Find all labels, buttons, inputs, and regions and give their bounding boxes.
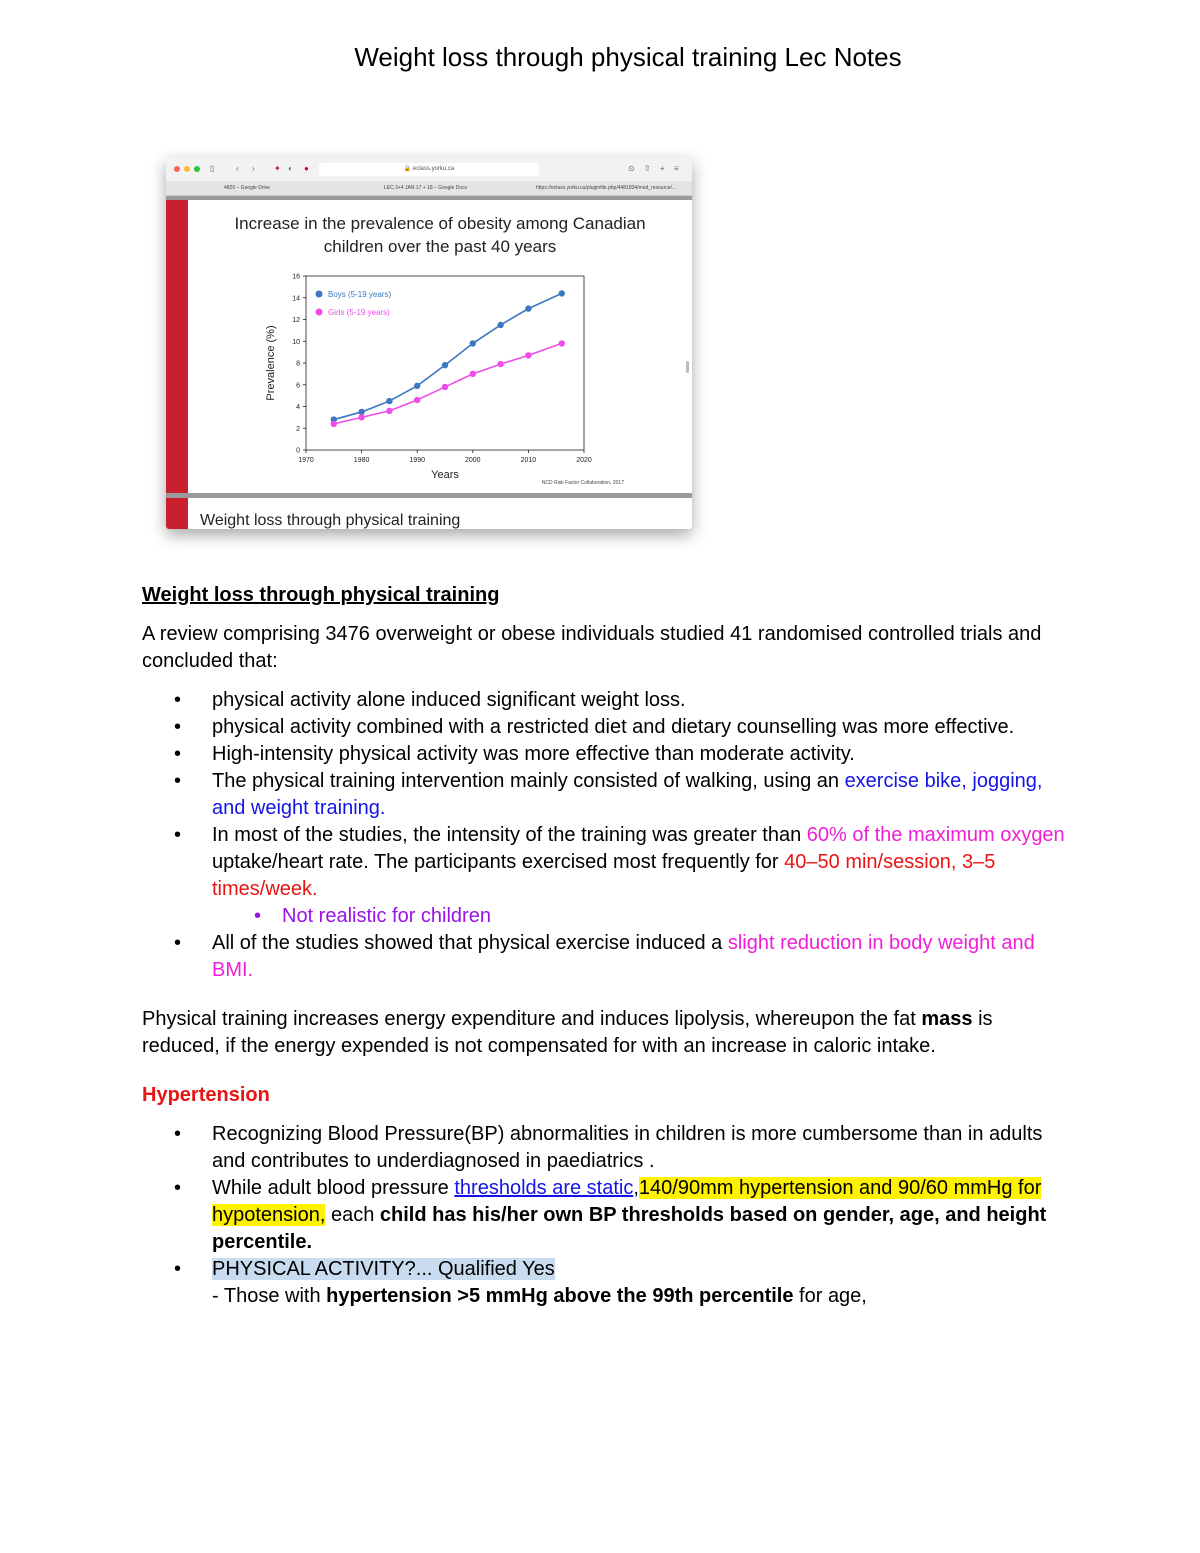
finding-text: High-intensity physical activity was more effective than moderate activity. xyxy=(212,743,855,765)
data-point-boys xyxy=(414,383,420,389)
y-tick-label: 8 xyxy=(296,360,300,368)
data-point-boys xyxy=(559,290,565,296)
hypertension-text: While adult blood pressure xyxy=(212,1177,455,1199)
data-point-girls xyxy=(386,408,392,414)
list-item xyxy=(142,741,1072,768)
bullet-icon: • xyxy=(174,824,182,846)
section-heading-weight-loss: Weight loss through physical training xyxy=(142,584,500,606)
child-thresholds-text: child has his/her own BP thresholds based on gender, age, and height percentile. xyxy=(212,1204,1047,1253)
bullet-icon: • xyxy=(174,743,182,765)
frequency-text: 40–50 min/session, 3–5 times/week. xyxy=(212,851,996,900)
sidebar-icon: ▯ xyxy=(210,164,215,173)
bullet-icon: • xyxy=(174,716,182,738)
browser-toolbar xyxy=(166,157,692,181)
y-tick-label: 0 xyxy=(296,447,300,455)
forward-icon: › xyxy=(252,164,255,173)
slide-title-line-2: children over the past 40 years xyxy=(323,237,557,256)
bullet-icon: • xyxy=(174,932,182,954)
tab-overview-icon: ≡ xyxy=(674,164,679,173)
finding-text: uptake/heart rate. The participants exercised most frequently for xyxy=(212,851,785,873)
list-item xyxy=(142,687,1072,714)
review-intro: A review comprising 3476 overweight or obese individuals studied 41 randomised controlled trials and concluded that: xyxy=(142,623,1042,672)
obesity-prevalence-chart xyxy=(226,264,626,490)
slide-title xyxy=(188,212,692,258)
legend-marker xyxy=(316,291,323,298)
thresholds-link[interactable]: thresholds are static xyxy=(454,1177,634,1199)
exercise-types-text: exercise bike, jogging, and weight training. xyxy=(212,770,1043,819)
data-point-girls xyxy=(414,397,420,403)
minimize-window-icon xyxy=(184,166,190,172)
paragraph-text: is reduced, if the energy expended is not compensated for with an increase in caloric intake. xyxy=(142,1008,993,1057)
address-bar: 🔒 eclass.yorku.ca xyxy=(319,163,539,176)
hypertension-text: - Those with xyxy=(212,1285,327,1307)
chart-source: NCD Risk Factor Collaboration, 2017 xyxy=(541,480,624,486)
x-tick-label: 1980 xyxy=(353,457,370,464)
hypertension-bold-text: hypertension >5 mmHg above the 99th percentile xyxy=(326,1285,794,1307)
hypertension-text: , xyxy=(633,1177,639,1199)
data-point-boys xyxy=(470,340,476,346)
notes-body xyxy=(142,582,1072,1332)
bullet-icon: • xyxy=(174,1258,182,1280)
slide-divider-bottom xyxy=(166,493,692,498)
y-axis-label: Prevalence (%) xyxy=(265,325,277,401)
y-tick-label: 16 xyxy=(292,273,300,281)
hypertension-list xyxy=(142,1121,1072,1310)
list-item xyxy=(142,1256,1072,1310)
slide-title-line-1: Increase in the prevalence of obesity among Canadian xyxy=(234,214,646,233)
tab-eclass-pdf: https://eclass.yorku.ca/pluginfile.php/4481834/mod_resource/... xyxy=(536,185,677,191)
y-tick-label: 10 xyxy=(292,338,300,346)
data-point-boys xyxy=(442,362,448,368)
extension-icon: ✦ xyxy=(274,164,281,173)
lipolysis-paragraph xyxy=(142,1006,1072,1060)
sub-note-text: Not realistic for children xyxy=(282,905,491,927)
notification-icon: ● xyxy=(304,164,309,173)
finding-text: In most of the studies, the intensity of the training was greater than xyxy=(212,824,807,846)
list-item xyxy=(142,930,1072,984)
highlighted-thresholds: 140/90mm hypertension and 90/60 mmHg for hypotension, xyxy=(212,1177,1042,1226)
slide-accent-strip xyxy=(166,196,188,529)
y-tick-label: 12 xyxy=(292,317,300,324)
back-icon: ‹ xyxy=(236,164,239,173)
data-point-girls xyxy=(470,371,476,377)
review-findings-list xyxy=(142,687,1072,984)
y-tick-label: 2 xyxy=(296,425,300,433)
finding-text: The physical training intervention mainly consisted of walking, using an xyxy=(212,770,845,792)
hypertension-text: each xyxy=(325,1204,380,1226)
next-slide-title: Weight loss through physical training xyxy=(200,512,461,529)
data-point-boys xyxy=(497,322,503,328)
list-item xyxy=(142,822,1072,930)
bullet-icon: • xyxy=(174,1123,182,1145)
legend-marker xyxy=(316,309,323,316)
url-text: eclass.yorku.ca xyxy=(412,166,455,172)
tab-google-drive: 4820 – Google Drive xyxy=(224,185,270,191)
x-tick-label: 2020 xyxy=(576,457,592,464)
shield-icon: ◐ xyxy=(288,164,293,173)
data-point-boys xyxy=(525,305,531,311)
x-tick-label: 2010 xyxy=(520,457,537,464)
list-item xyxy=(142,1175,1072,1256)
download-icon: ⊙ xyxy=(628,164,635,173)
close-window-icon xyxy=(174,166,180,172)
tab-google-docs: LEC 3+4 JAN 17 + 18 – Google Docs xyxy=(384,185,468,191)
slide-divider-top xyxy=(166,196,692,200)
document-title: Weight loss through physical training Lec Notes xyxy=(354,42,902,72)
data-point-girls xyxy=(358,414,364,420)
list-item xyxy=(142,1121,1072,1175)
scrollbar-handle xyxy=(686,361,689,373)
hypertension-text: Recognizing Blood Pressure(BP) abnormalities in children is more cumbersome than in adults and contributes to underdiagnosed in paediatrics . xyxy=(212,1123,1043,1172)
hypertension-text: for age, xyxy=(793,1285,867,1307)
bullet-icon: • xyxy=(174,689,182,711)
legend-label: Boys (5-19 years) xyxy=(328,290,392,299)
list-item xyxy=(142,768,1072,822)
data-point-girls xyxy=(442,384,448,390)
share-icon: ⇧ xyxy=(644,164,651,173)
data-point-girls xyxy=(559,340,565,346)
x-tick-label: 1970 xyxy=(298,457,314,464)
section-heading-hypertension: Hypertension xyxy=(142,1084,270,1106)
bullet-icon: • xyxy=(174,770,182,792)
data-point-girls xyxy=(497,361,503,367)
bullet-icon: • xyxy=(174,1177,182,1199)
data-point-boys xyxy=(386,398,392,404)
paragraph-text: Physical training increases energy expenditure and induces lipolysis, whereupon the fat xyxy=(142,1008,922,1030)
y-tick-label: 4 xyxy=(296,404,300,411)
new-tab-icon: + xyxy=(660,164,665,173)
x-axis-label: Years xyxy=(431,469,459,481)
x-tick-label: 2000 xyxy=(465,457,481,464)
reduction-text: slight reduction in body weight and BMI. xyxy=(212,932,1035,981)
finding-text: physical activity alone induced significant weight loss. xyxy=(212,689,686,711)
bullet-icon: • xyxy=(254,905,262,927)
physical-activity-question: PHYSICAL ACTIVITY?... Qualified Yes xyxy=(212,1258,555,1280)
x-tick-label: 1990 xyxy=(409,457,425,464)
embedded-screenshot xyxy=(166,157,692,529)
legend-label: Girls (5-19 years) xyxy=(328,308,390,317)
y-tick-label: 6 xyxy=(296,382,300,390)
data-point-girls xyxy=(331,421,337,427)
y-tick-label: 14 xyxy=(292,295,300,303)
list-item xyxy=(142,714,1072,741)
finding-text: physical activity combined with a restricted diet and dietary counselling was more effective. xyxy=(212,716,1015,738)
finding-text: All of the studies showed that physical exercise induced a xyxy=(212,932,728,954)
sub-list xyxy=(212,903,1072,930)
maximize-window-icon xyxy=(194,166,200,172)
data-point-girls xyxy=(525,352,531,358)
sub-list-item xyxy=(212,903,1072,930)
paragraph-bold-text: mass xyxy=(921,1008,973,1030)
intensity-text: 60% of the maximum oxygen xyxy=(806,824,1065,846)
lecture-slide xyxy=(166,196,692,529)
